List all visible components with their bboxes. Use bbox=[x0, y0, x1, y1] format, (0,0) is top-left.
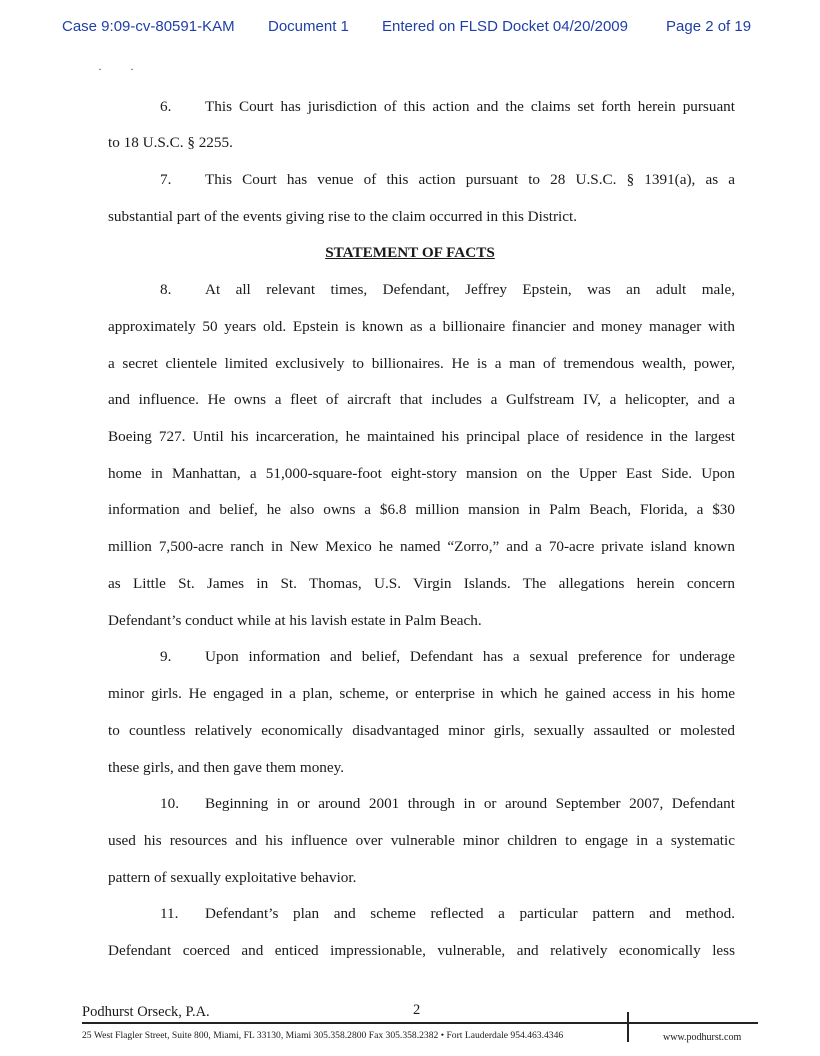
paragraph-9-number: 9. bbox=[160, 648, 172, 665]
page-count: Page 2 of 19 bbox=[666, 18, 752, 35]
section-heading: STATEMENT OF FACTS bbox=[325, 244, 495, 261]
firm-address: 25 West Flagler Street, Suite 800, Miami, FL 33130, Miami 305.358.2800 Fax 305.358.2382 • Fort Lauderdale 954.463.4346 bbox=[82, 1030, 564, 1041]
paragraph-8-line-5: Boeing 727. Until his incarceration, he maintained his principal place of residence in the largest bbox=[108, 428, 735, 445]
scan-specks: ·· bbox=[98, 62, 162, 76]
entered-date: Entered on FLSD Docket 04/20/2009 bbox=[382, 18, 628, 35]
paragraph-6-number: 6. bbox=[160, 98, 172, 115]
paragraph-8-line-3: a secret clientele limited exclusively to billionaires. He is a man of tremendous wealth, power, bbox=[108, 355, 735, 372]
paragraph-8-line-8: million 7,500-acre ranch in New Mexico he named “Zorro,” and a 70-acre private island known bbox=[108, 538, 735, 555]
paragraph-8-line-7: information and belief, he also owns a $6.8 million mansion in Palm Beach, Florida, a $30 bbox=[108, 501, 735, 518]
page-number: 2 bbox=[413, 1002, 421, 1018]
footer-rule bbox=[82, 1022, 758, 1024]
paragraph-6-line-1: This Court has jurisdiction of this action and the claims set forth herein pursuant bbox=[205, 98, 735, 115]
paragraph-7-line-1: This Court has venue of this action pursuant to 28 U.S.C. § 1391(a), as a bbox=[205, 171, 735, 188]
paragraph-11-number: 11. bbox=[160, 905, 179, 922]
firm-website: www.podhurst.com bbox=[663, 1032, 742, 1043]
paragraph-8-line-9: as Little St. James in St. Thomas, U.S. Virgin Islands. The allegations herein concern bbox=[108, 575, 735, 592]
paragraph-11-line-2: Defendant coerced and enticed impressionable, vulnerable, and relatively economically less bbox=[108, 942, 735, 959]
paragraph-11-line-1: Defendant’s plan and scheme reflected a particular pattern and method. bbox=[205, 905, 735, 922]
paragraph-6-line-2: to 18 U.S.C. § 2255. bbox=[108, 134, 233, 151]
paragraph-10-line-1: Beginning in or around 2001 through in or around September 2007, Defendant bbox=[205, 795, 735, 812]
paragraph-9-line-2: minor girls. He engaged in a plan, scheme, or enterprise in which he gained access in his home bbox=[108, 685, 735, 702]
paragraph-9-line-4: these girls, and then gave them money. bbox=[108, 759, 345, 776]
paragraph-10-line-3: pattern of sexually exploitative behavior. bbox=[108, 869, 357, 886]
paragraph-8-line-4: and influence. He owns a fleet of aircraft that includes a Gulfstream IV, a helicopter, and a bbox=[108, 391, 735, 408]
paragraph-7-line-2: substantial part of the events giving rise to the claim occurred in this District. bbox=[108, 208, 578, 225]
paragraph-8-line-6: home in Manhattan, a 51,000-square-foot eight-story mansion on the Upper East Side. Upon bbox=[108, 465, 735, 482]
paragraph-8-line-2: approximately 50 years old. Epstein is known as a billionaire financier and money manager with bbox=[108, 318, 735, 335]
footer-divider bbox=[627, 1012, 629, 1042]
paragraph-8-number: 8. bbox=[160, 281, 172, 298]
paragraph-9-line-1: Upon information and belief, Defendant has a sexual preference for underage bbox=[205, 648, 735, 665]
paragraph-10-number: 10. bbox=[160, 795, 179, 812]
paragraph-8-line-1: At all relevant times, Defendant, Jeffrey Epstein, was an adult male, bbox=[205, 281, 735, 298]
paragraph-8-line-10: Defendant’s conduct while at his lavish estate in Palm Beach. bbox=[108, 612, 482, 629]
docket-header bbox=[0, 18, 820, 40]
paragraph-9-line-3: to countless relatively economically disadvantaged minor girls, sexually assaulted or molested bbox=[108, 722, 735, 739]
document-label: Document 1 bbox=[268, 18, 349, 35]
paragraph-10-line-2: used his resources and his influence over vulnerable minor children to engage in a systematic bbox=[108, 832, 735, 849]
firm-name: Podhurst Orseck, P.A. bbox=[82, 1004, 210, 1020]
case-number: Case 9:09-cv-80591-KAM bbox=[62, 18, 235, 35]
paragraph-7-number: 7. bbox=[160, 171, 172, 188]
